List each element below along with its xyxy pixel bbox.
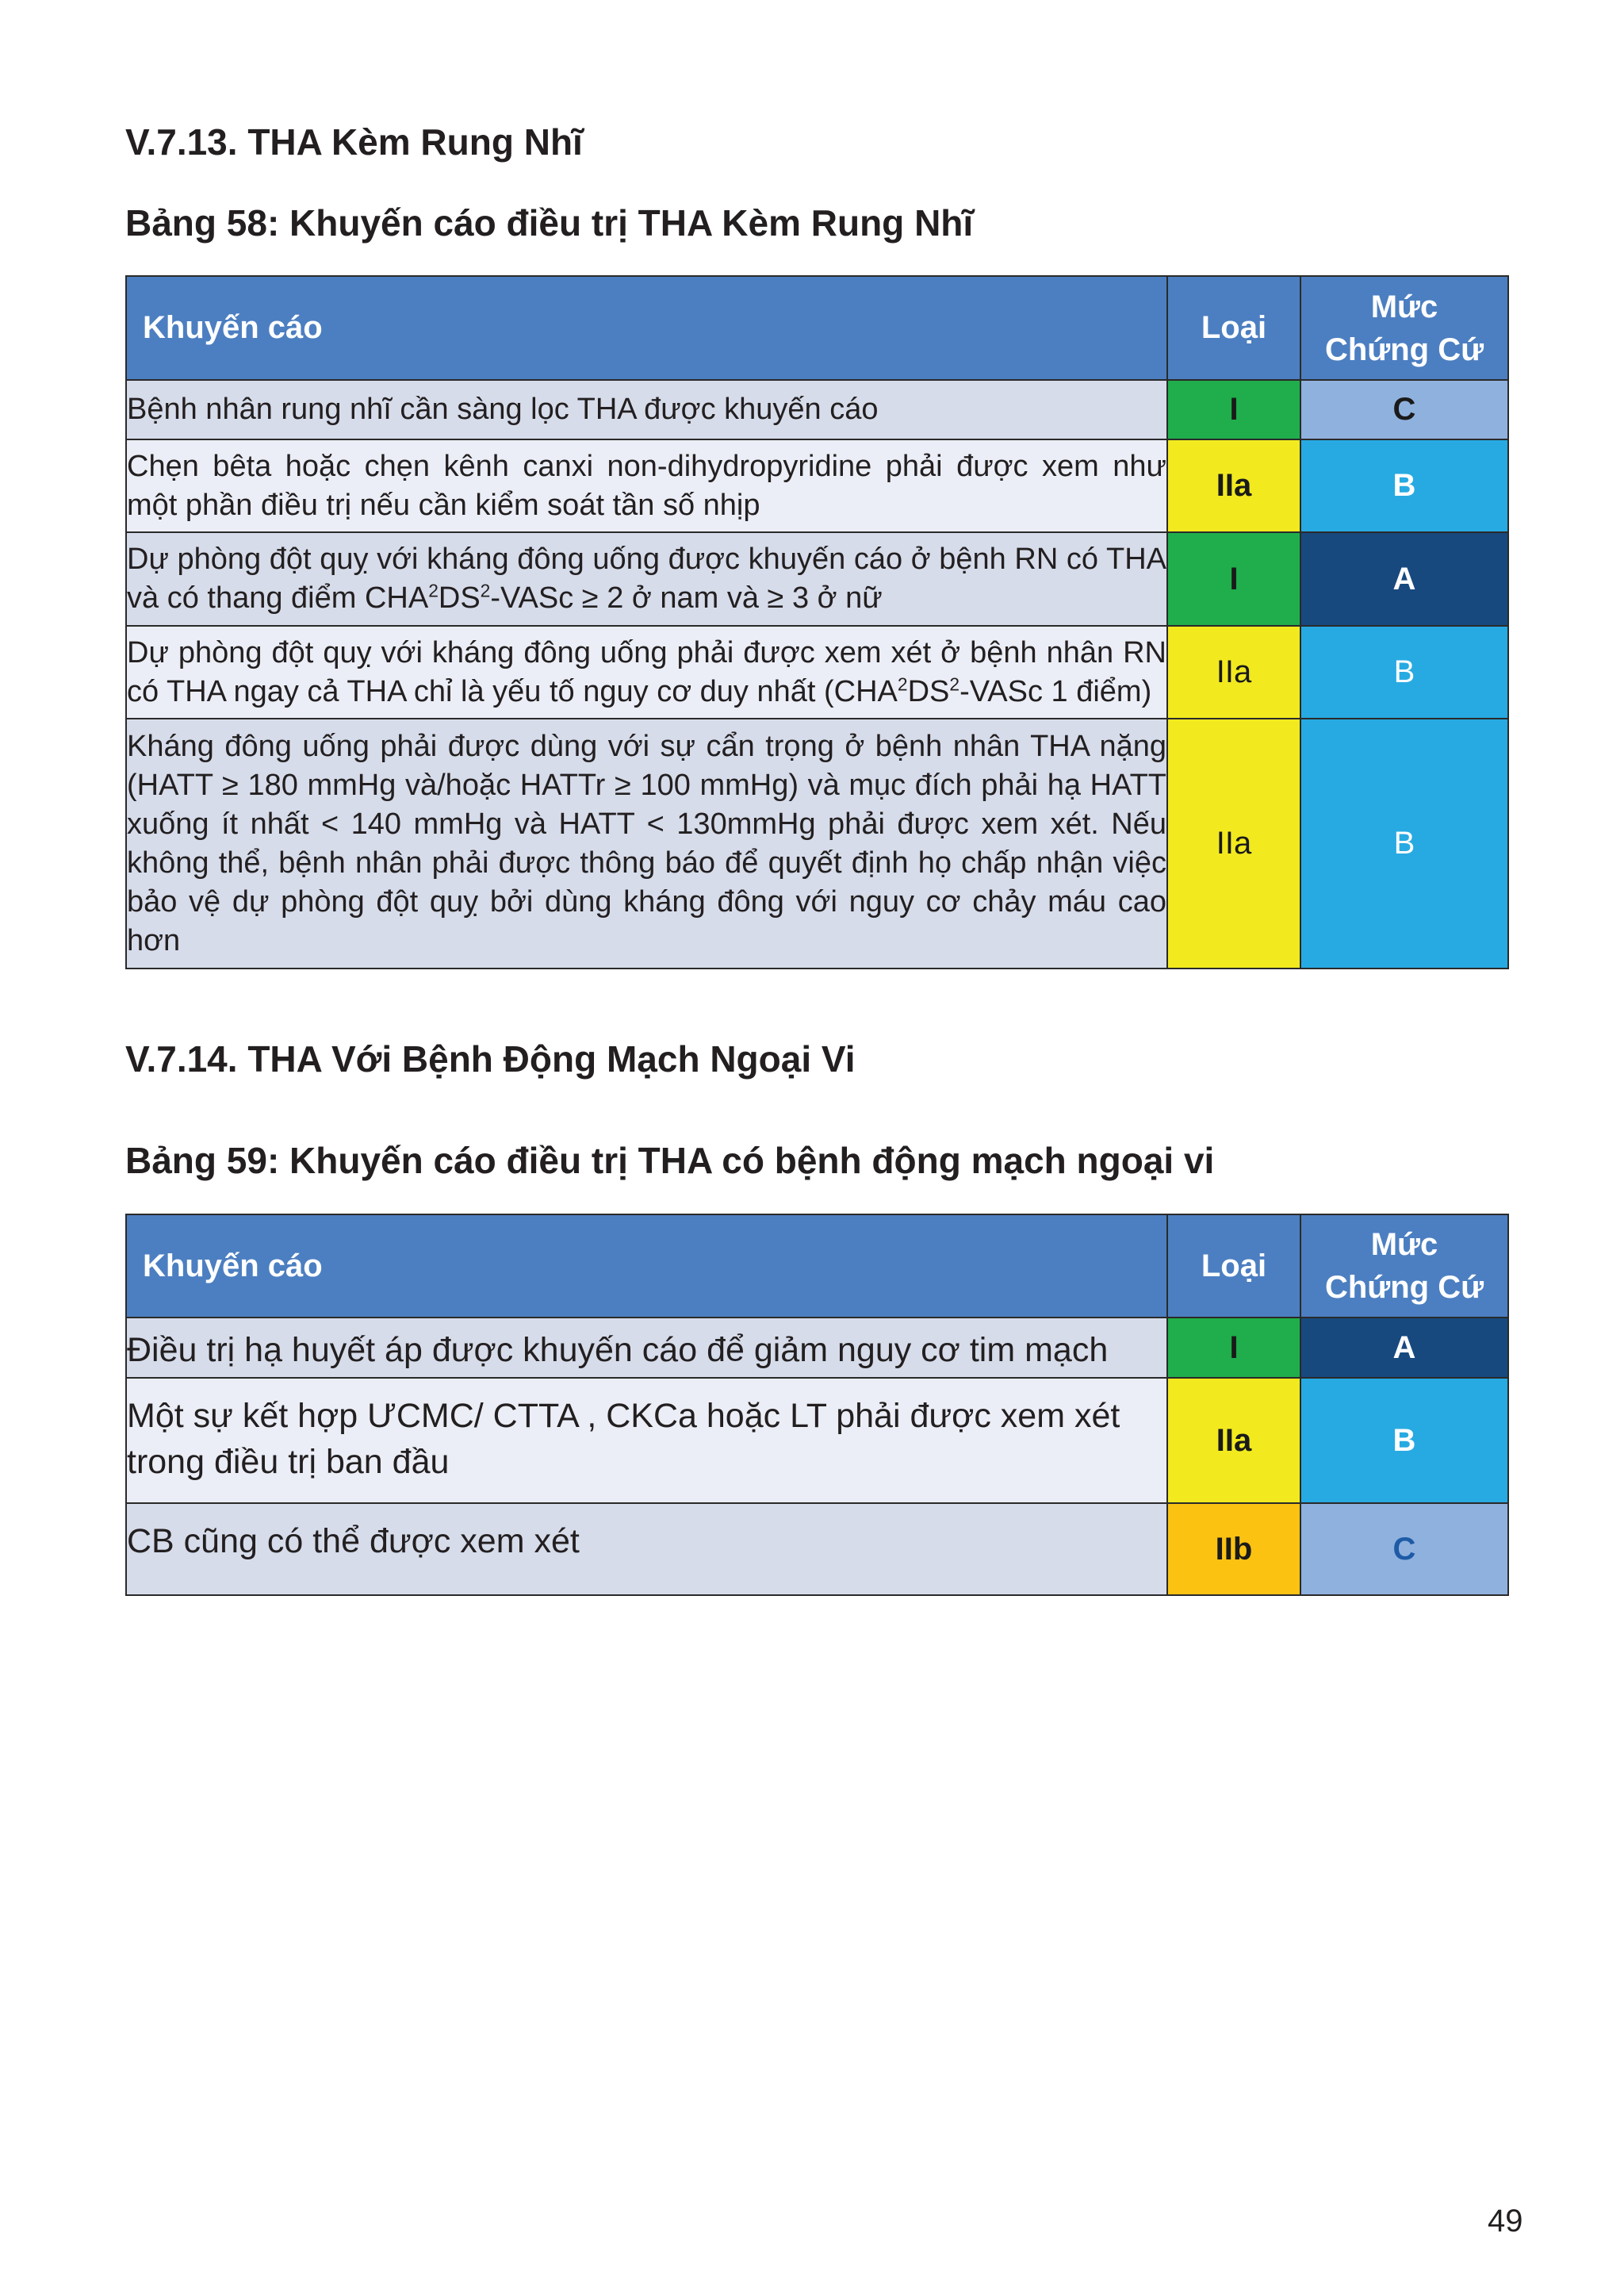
recommendation-text: Bệnh nhân rung nhĩ cần sàng lọc THA được khuyến cáo <box>126 380 1167 439</box>
column-header-recommendation: Khuyến cáo <box>126 276 1167 380</box>
recommendation-text: CB cũng có thể được xem xét <box>126 1503 1167 1595</box>
table-header-row <box>126 1214 1508 1318</box>
recommendation-text: Dự phòng đột quỵ với kháng đông uống được khuyến cáo ở bệnh RN có THA và có thang điểm $CHA^2DS^2$-VASc ≥ 2 ở nam và ≥ 3 ở nữ <box>126 532 1167 626</box>
evidence-level-badge: A <box>1300 532 1508 626</box>
table-row <box>126 1378 1508 1503</box>
table-row <box>126 719 1508 969</box>
column-header-evidence-level: Mức Chứng Cứ <box>1300 276 1508 380</box>
evidence-level-badge: B <box>1300 626 1508 719</box>
evidence-level-badge: B <box>1300 1378 1508 1503</box>
class-badge: IIa <box>1167 719 1300 969</box>
evidence-level-badge: C <box>1300 1503 1508 1595</box>
table-row <box>126 1318 1508 1378</box>
recommendation-text: Một sự kết hợp ƯCMC/ CTTA , CKCa hoặc LT phải được xem xét trong điều trị ban đầu <box>126 1378 1167 1503</box>
table-row <box>126 532 1508 626</box>
table-row <box>126 626 1508 719</box>
evidence-level-badge: A <box>1300 1318 1508 1378</box>
table-title-59: Bảng 59: Khuyến cáo điều trị THA có bệnh động mạch ngoại vi <box>125 1140 1215 1181</box>
recommendation-text: Kháng đông uống phải được dùng với sự cẩn trọng ở bệnh nhân THA nặng (HATT ≥ 180 mmHg và/hoặc HATTr ≥ 100 mmHg) và mục đích phải hạ HATT xuống ít nhất < 140 mmHg và HATT < 130mmHg phải được xem xét. Nếu không thể, bệnh nhân phải được thông báo để quyết định họ chấp nhận việc bảo vệ dự phòng đột quỵ bởi dùng kháng đông với nguy cơ chảy máu cao hơn <box>126 719 1167 969</box>
table-row <box>126 439 1508 532</box>
column-header-evidence-level: Mức Chứng Cứ <box>1300 1214 1508 1318</box>
class-badge: I <box>1167 1318 1300 1378</box>
class-badge: IIa <box>1167 439 1300 532</box>
column-header-recommendation: Khuyến cáo <box>126 1214 1167 1318</box>
recommendation-text: Điều trị hạ huyết áp được khuyến cáo để giảm nguy cơ tim mạch <box>126 1318 1167 1378</box>
recommendation-text: Dự phòng đột quỵ với kháng đông uống phải được xem xét ở bệnh nhân RN có THA ngay cả THA chỉ là yếu tố nguy cơ duy nhất ($CHA^2DS^2$-VASc 1 điểm) <box>126 626 1167 719</box>
class-badge: I <box>1167 532 1300 626</box>
column-header-class: Loại <box>1167 1214 1300 1318</box>
table-row <box>126 380 1508 439</box>
class-badge: IIa <box>1167 1378 1300 1503</box>
recommendation-text: Chẹn bêta hoặc chẹn kênh canxi non-dihydropyridine phải được xem như một phần điều trị nếu cần kiểm soát tần số nhịp <box>126 439 1167 532</box>
table-row <box>126 1503 1508 1595</box>
evidence-level-badge: B <box>1300 719 1508 969</box>
class-badge: I <box>1167 380 1300 439</box>
evidence-level-badge: C <box>1300 380 1508 439</box>
section-heading-v7-14: V.7.14. THA Với Bệnh Động Mạch Ngoại Vi <box>125 1038 856 1080</box>
class-badge: IIb <box>1167 1503 1300 1595</box>
evidence-level-badge: B <box>1300 439 1508 532</box>
class-badge: IIa <box>1167 626 1300 719</box>
table-title-58: Bảng 58: Khuyến cáo điều trị THA Kèm Rung Nhĩ <box>125 202 974 244</box>
recommendation-table-58 <box>125 275 1509 969</box>
column-header-class: Loại <box>1167 276 1300 380</box>
recommendation-table-59 <box>125 1214 1509 1596</box>
table-header-row <box>126 276 1508 380</box>
section-heading-v7-13: V.7.13. THA Kèm Rung Nhĩ <box>125 121 583 163</box>
page-number: 49 <box>1488 2204 1523 2238</box>
